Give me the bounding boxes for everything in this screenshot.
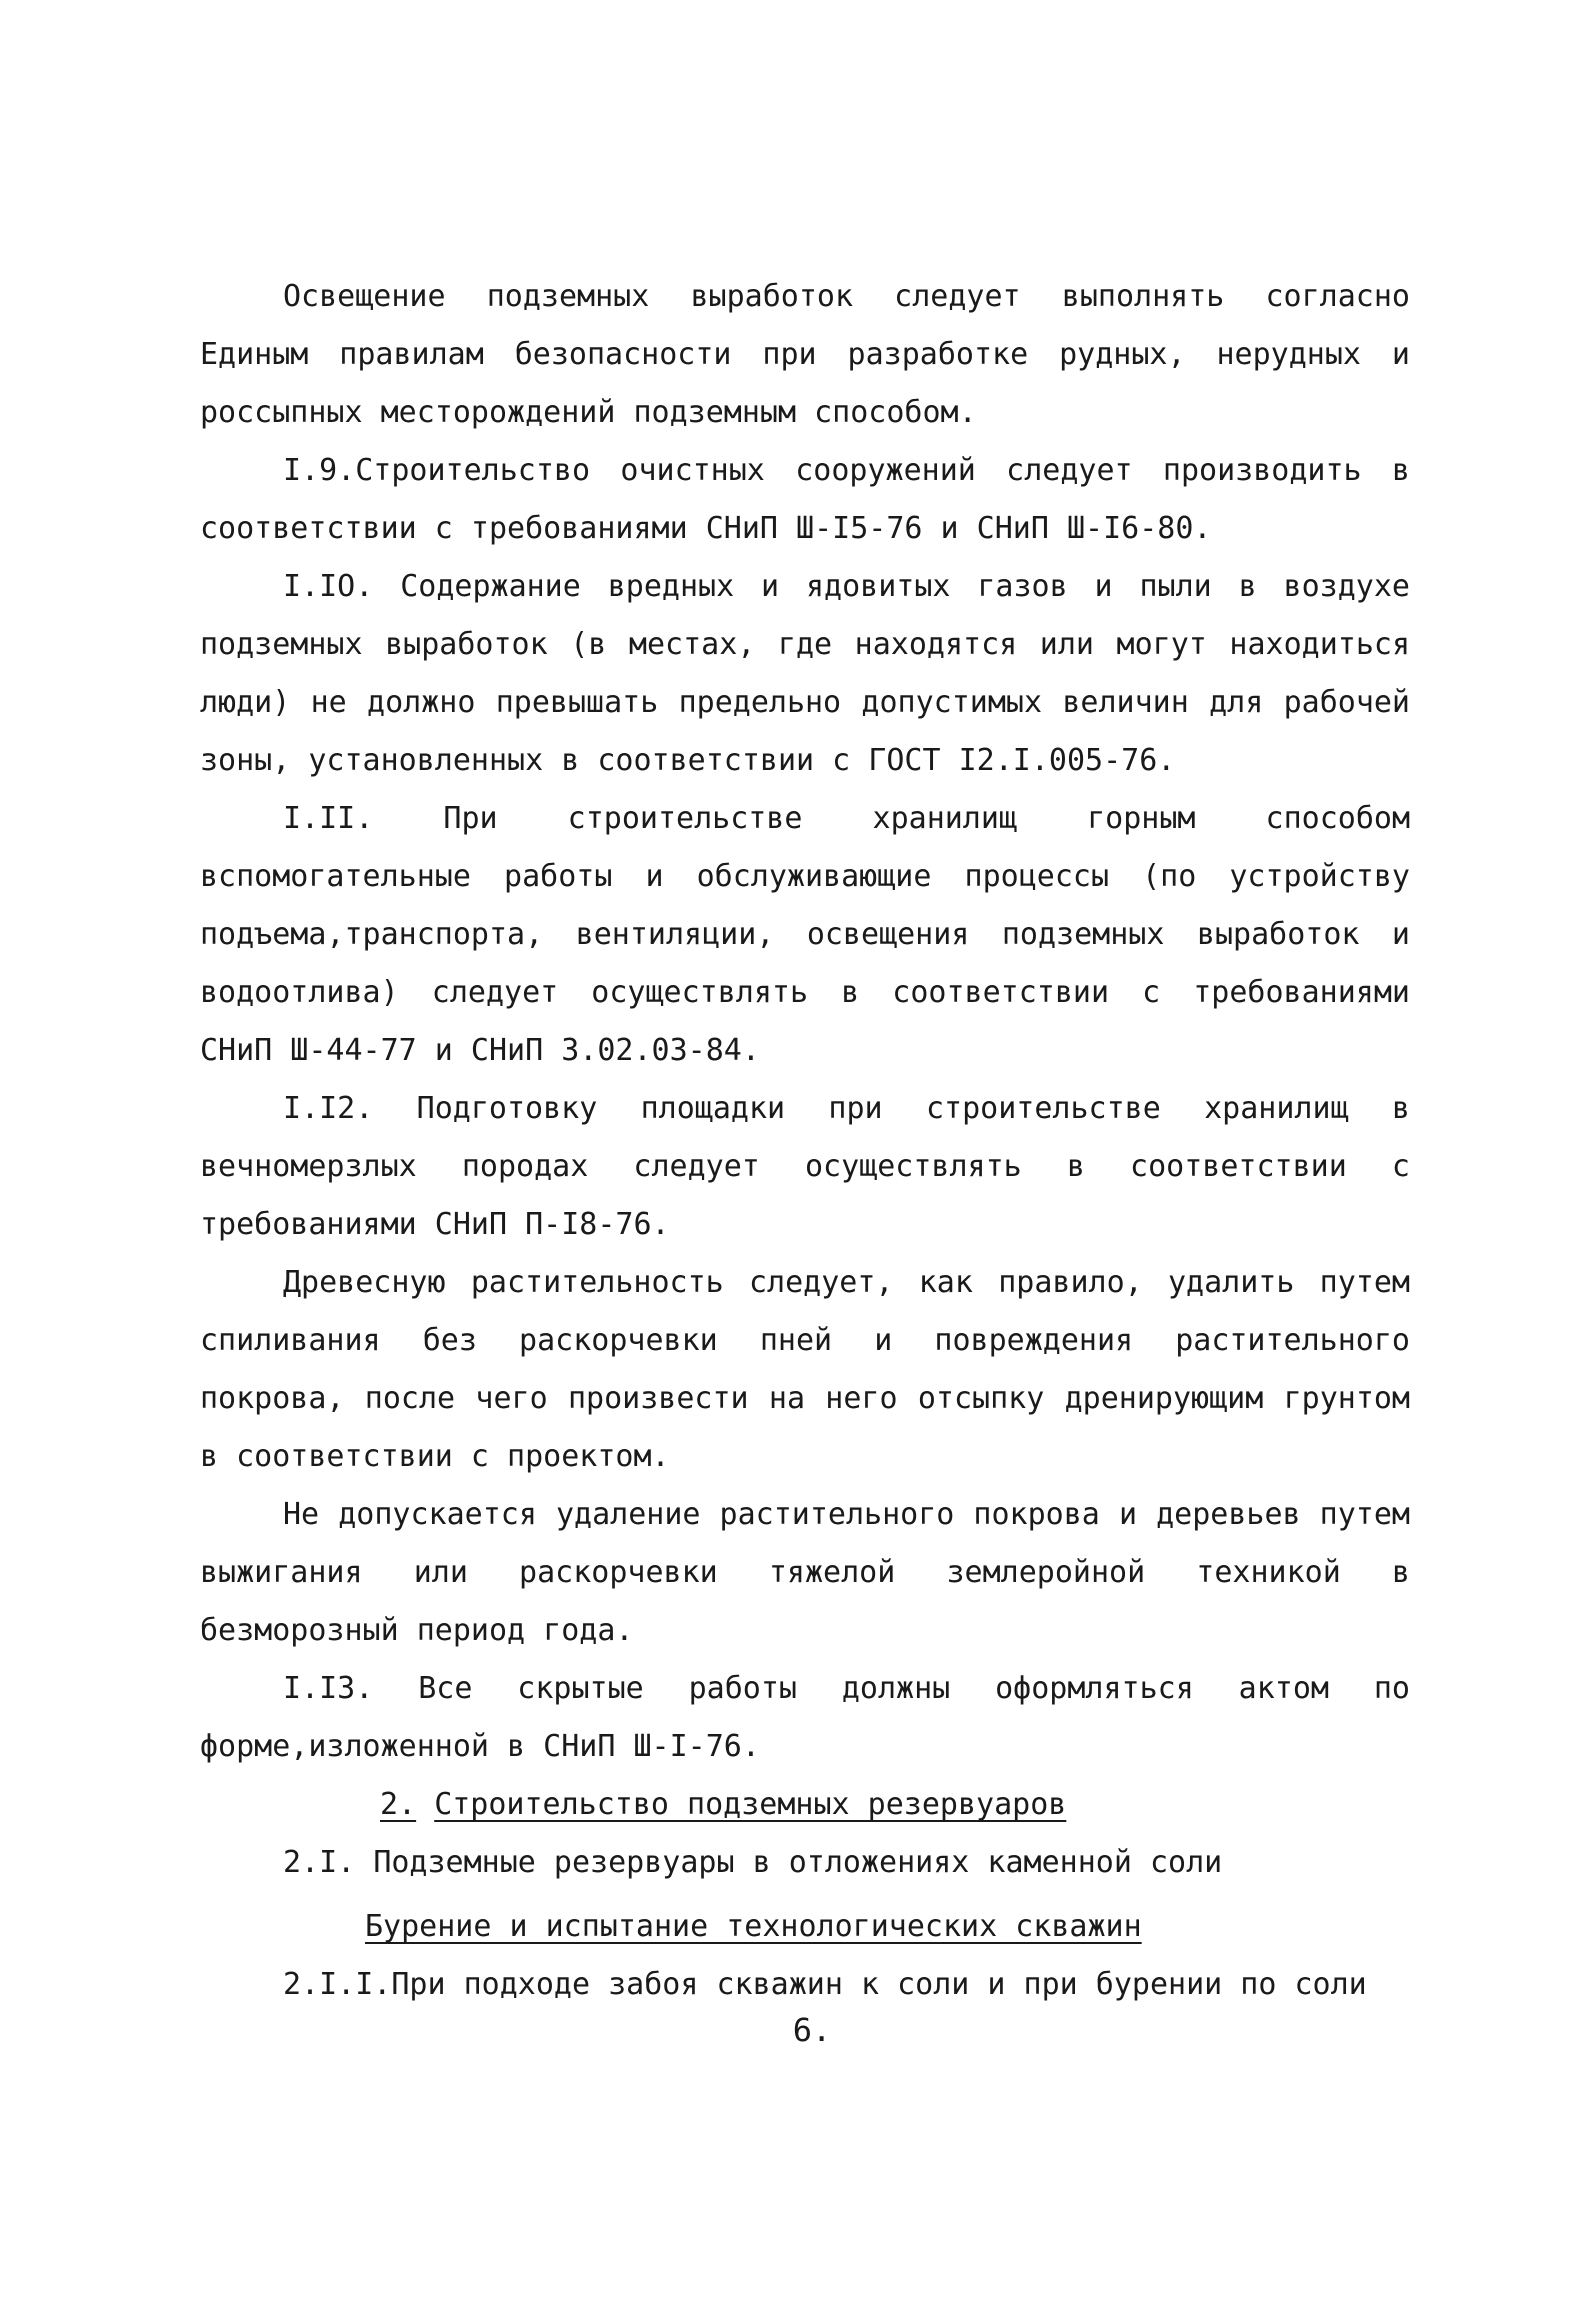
paragraph-1-11: I.II. При строительстве хранилищ горным способом вспомогательные работы и обслуживающие процессы (по устройству подъема,транспорта, вентиляции, освещения подземных выработок и водоотлива) следует осуществлять в соответствии с требованиями СНиП Ш-44-77 и СНиП 3.02.03-84. [200,801,1410,1068]
section-2-heading [200,1776,1410,1834]
section-2-number: 2. [380,1787,417,1822]
subsection-2-1-title: Подземные резервуары в отложениях каменной соли [373,1845,1223,1880]
paragraph-prohibited: Не допускается удаление растительного покрова и деревьев путем выжигания или раскорчевки тяжелой землеройной техникой в безморозный период года. [200,1497,1410,1648]
page-number: 6. [792,2011,832,2049]
paragraph-2-1-1: 2.I.I.При подходе забоя скважин к соли и при бурении по соли [283,1967,1367,2002]
document-body [200,268,1410,2014]
subsection-2-1-number: 2.I. [283,1845,356,1880]
paragraph-1-13: I.I3. Все скрытые работы должны оформляться актом по форме,изложенной в СНиП Ш-I-76. [200,1671,1410,1764]
subsection-2-1-heading [200,1834,1410,1892]
paragraph-1-9: I.9.Строительство очистных сооружений следует производить в соответствии с требованиями СНиП Ш-I5-76 и СНиП Ш-I6-80. [200,453,1410,546]
drilling-subheading-text: Бурение и испытание технологических скважин [365,1909,1142,1944]
paragraph-lighting: Освещение подземных выработок следует выполнять согласно Единым правилам безопасности при разработке рудных, нерудных и россыпных месторождений подземным способом. [200,279,1410,430]
section-2-title: Строительство подземных резервуаров [434,1787,1067,1822]
paragraph-1-12: I.I2. Подготовку площадки при строительстве хранилищ в вечномерзлых породах следует осуществлять в соответствии с требованиями СНиП П-I8-76. [200,1091,1410,1242]
paragraph-trees: Древесную растительность следует, как правило, удалить путем спиливания без раскорчевки пней и повреждения растительного покрова, после чего произвести на него отсыпку дренирующим грунтом в соответствии с проектом. [200,1265,1410,1474]
drilling-subheading [200,1898,1410,1956]
paragraph-1-10: I.IO. Содержание вредных и ядовитых газов и пыли в воздухе подземных выработок (в местах, где находятся или могут находиться люди) не должно превышать предельно допустимых величин для рабочей зоны, установленных в соответствии с ГОСТ I2.I.005-76. [200,569,1410,778]
